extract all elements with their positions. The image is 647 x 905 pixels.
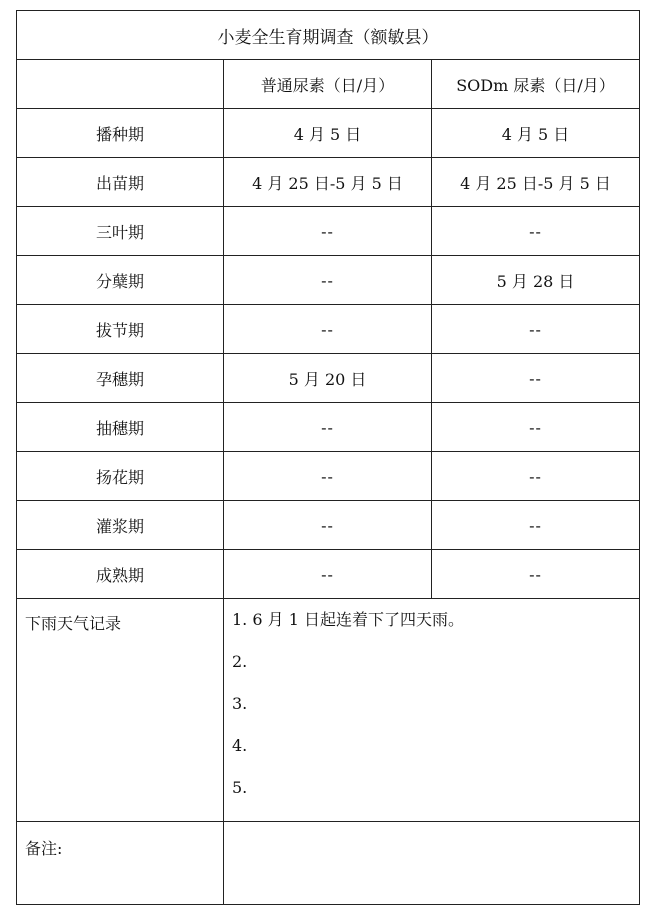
stage-label: 出苗期 <box>17 158 224 207</box>
rain-note-line-3: 3. <box>232 694 248 713</box>
stage-label: 灌浆期 <box>17 501 224 550</box>
stage-label: 三叶期 <box>17 207 224 256</box>
sodm-urea-value: 5 月 28 日 <box>432 256 640 305</box>
normal-urea-value: -- <box>224 452 432 501</box>
normal-urea-value: -- <box>224 403 432 452</box>
table-title: 小麦全生育期调查（额敏县） <box>17 11 640 60</box>
normal-urea-value: -- <box>224 207 432 256</box>
sodm-urea-value: -- <box>432 305 640 354</box>
stage-label: 扬花期 <box>17 452 224 501</box>
table-row <box>17 158 640 207</box>
header-blank-cell <box>17 60 224 109</box>
normal-urea-value: -- <box>224 305 432 354</box>
normal-urea-value: 4 月 25 日-5 月 5 日 <box>224 158 432 207</box>
rain-note-line-5: 5. <box>232 778 248 797</box>
table-row <box>17 452 640 501</box>
rain-note-line-1: 1. 6 月 1 日起连着下了四天雨。 <box>232 610 464 629</box>
normal-urea-value: -- <box>224 256 432 305</box>
sodm-urea-value: 4 月 25 日-5 月 5 日 <box>432 158 640 207</box>
table-row <box>17 550 640 599</box>
sodm-urea-value: 4 月 5 日 <box>432 109 640 158</box>
sodm-urea-value: -- <box>432 207 640 256</box>
normal-urea-value: -- <box>224 550 432 599</box>
rain-record-content <box>224 599 640 822</box>
header-sodm-urea: SODm 尿素（日/月） <box>432 60 640 109</box>
table-row <box>17 305 640 354</box>
sodm-urea-value: -- <box>432 403 640 452</box>
rain-record-row <box>17 599 640 822</box>
stage-label: 抽穗期 <box>17 403 224 452</box>
remarks-row <box>17 822 640 905</box>
stage-label: 孕穗期 <box>17 354 224 403</box>
table-row <box>17 109 640 158</box>
sodm-urea-value: -- <box>432 550 640 599</box>
normal-urea-value: 5 月 20 日 <box>224 354 432 403</box>
rain-note-line-2: 2. <box>232 652 248 671</box>
rain-record-label: 下雨天气记录 <box>17 599 224 822</box>
sodm-urea-value: -- <box>432 452 640 501</box>
growth-survey-table <box>16 10 640 905</box>
header-normal-urea: 普通尿素（日/月） <box>224 60 432 109</box>
remarks-content <box>224 822 640 905</box>
stage-label: 播种期 <box>17 109 224 158</box>
stage-label: 分蘖期 <box>17 256 224 305</box>
table-row <box>17 207 640 256</box>
table-row <box>17 354 640 403</box>
remarks-label: 备注: <box>17 822 224 905</box>
stage-label: 成熟期 <box>17 550 224 599</box>
stage-label: 拔节期 <box>17 305 224 354</box>
table-row <box>17 501 640 550</box>
table-row <box>17 256 640 305</box>
normal-urea-value: -- <box>224 501 432 550</box>
sodm-urea-value: -- <box>432 354 640 403</box>
rain-note-line-4: 4. <box>232 736 248 755</box>
sodm-urea-value: -- <box>432 501 640 550</box>
normal-urea-value: 4 月 5 日 <box>224 109 432 158</box>
table-row <box>17 403 640 452</box>
